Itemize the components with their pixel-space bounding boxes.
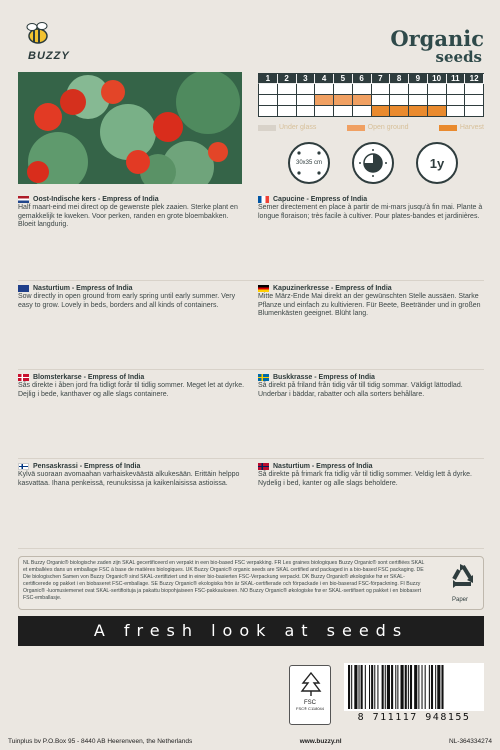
panel-text: Mitte März-Ende Mai direkt an der gewünschten Stelle aussäen. Starke Pflanze und einfach zu kultivieren. Für Beete, Beetränder und in großen Blumenkästen geeignet. Blüht lang. (258, 293, 481, 318)
calendar-month-8: 8 (390, 74, 409, 84)
calendar-cell (372, 84, 391, 95)
fsc-code: FSC® C118044 (296, 706, 324, 711)
calendar-cell (297, 95, 316, 106)
calendar-month-6: 6 (353, 74, 372, 84)
calendar-cell (278, 84, 297, 95)
barcode-bar (371, 665, 373, 709)
uk-flag-icon (18, 285, 29, 292)
barcode-bar (377, 665, 378, 709)
fsc-logo (289, 665, 331, 725)
barcode-bar (410, 665, 412, 709)
sweden-flag-icon (258, 374, 269, 381)
recycle-icon (446, 562, 480, 596)
panel-text: Så direkte på frimark fra tidlig vår til tidlig sommer. Veldig lett å dyrke. Nydelig i bed, kanter og alle slags beholdere. (258, 471, 472, 487)
legend-label: Harvest (459, 124, 484, 131)
spacing-value: 30x35 cm (295, 159, 322, 166)
panel-text: Sow directly in open ground from early spring until early summer. Very easy to grow. Lovely in beds, borders and all kinds of containers. (18, 293, 236, 309)
divider (18, 458, 484, 459)
plant-spacing-icon (288, 142, 330, 184)
calendar-month-3: 3 (297, 74, 316, 84)
barcode-bar (395, 665, 396, 709)
seeds-word: seeds (435, 48, 482, 66)
barcode-bar (437, 665, 440, 709)
calendar-month-9: 9 (409, 74, 428, 84)
calendar-cell (409, 84, 428, 95)
norway-flag-icon (258, 463, 269, 470)
panel-swedish (258, 374, 486, 399)
panel-text: Så direkt på friland från tidig vår till tidig sommar. Väldigt lättodlad. Underbar i bäddar, rabatter och alla sorters behållare. (258, 382, 463, 398)
barcode-bar (418, 665, 419, 709)
organic-word: Organic (390, 26, 484, 51)
panel-text: Kylvä suoraan avomaahan varhaiskeväästä alkukesään. Erittäin helppo kasvattaa. Ihana penkeissä, reunuksissa ja kaikenlaisissa astioissa. (18, 471, 240, 487)
calendar-cell (465, 95, 484, 106)
divider (18, 280, 484, 281)
barcode-bar (348, 665, 350, 709)
calendar-cell (278, 106, 297, 117)
denmark-flag-icon (18, 374, 29, 381)
divider (18, 369, 484, 370)
company-address: Tuinplus bv P.O.Box 95 - 8440 AB Heerenveen, the Netherlands (8, 738, 193, 745)
barcode-bar (351, 665, 352, 709)
calendar-month-7: 7 (372, 74, 391, 84)
barcode-bar (354, 665, 357, 709)
legend-harvest (439, 124, 484, 131)
barcode-bar (414, 665, 417, 709)
panel-english (18, 285, 246, 310)
legend-label: Open ground (367, 124, 409, 131)
nasturtium-photo (18, 72, 242, 184)
panel-title: Nasturtium - Empress of India (273, 463, 373, 470)
calendar-month-11: 11 (447, 74, 466, 84)
calendar-cell (465, 84, 484, 95)
calendar-harvest-row (258, 106, 484, 117)
calendar-cell (390, 84, 409, 95)
calendar-cell (372, 95, 391, 106)
panel-title: Oost-Indische kers - Empress of India (33, 196, 159, 203)
panel-title: Kapuzinerkresse - Empress of India (273, 285, 392, 292)
panel-german (258, 285, 486, 319)
legend-swatch (258, 125, 276, 131)
panel-dutch (18, 196, 246, 230)
barcode-bar (401, 665, 404, 709)
paper-label: Paper (452, 597, 469, 603)
panel-finnish (18, 463, 246, 488)
calendar-cell (315, 95, 334, 106)
calendar-cell (297, 84, 316, 95)
product-code: NL-364334274 (448, 738, 492, 745)
netherlands-flag-icon (18, 196, 29, 203)
calendar-cell (278, 95, 297, 106)
calendar-cell (297, 106, 316, 117)
calendar-cell (428, 95, 447, 106)
panel-title: Capucine - Empress of India (273, 196, 368, 203)
panel-text: Half maart-eind mei direct op de gewenste plek zaaien. Sterke plant en gemakkelijk te kweken. Voor perken, randen en grote bloembakken. Bloeit langdurig. (18, 204, 238, 229)
calendar-month-1: 1 (258, 74, 278, 84)
calendar-month-12: 12 (465, 74, 484, 84)
barcode-bar (425, 665, 426, 709)
calendar-cell (428, 84, 447, 95)
footer-bar (0, 734, 500, 750)
calendar-cell (334, 84, 353, 95)
barcode (344, 663, 484, 711)
calendar-cell (390, 106, 409, 117)
brand-name: BUZZY (28, 50, 70, 62)
calendar-cell (334, 106, 353, 117)
calendar-cell (447, 84, 466, 95)
calendar-cell (372, 106, 391, 117)
finland-flag-icon (18, 463, 29, 470)
panel-title: Blomsterkarse - Empress of India (33, 374, 145, 381)
annual-lifecycle-icon (416, 142, 458, 184)
calendar-cell (447, 106, 466, 117)
calendar-cell (428, 106, 447, 117)
legend-label: Under glass (279, 124, 317, 131)
barcode-bar (441, 665, 443, 709)
barcode-bar (382, 665, 384, 709)
barcode-bar (385, 665, 386, 709)
calendar-cell (353, 84, 372, 95)
organic-certification-note: NL Buzzy Organic® biologische zaden zijn SKAL gecertificeerd en verpakt in een bio-based FSC verpakking. FR Les graines biologiques Buzzy Organic® sont certifiées SKAL et emballées dans un emballage FSC à base de matières biologiques. UK Buzzy Organic® organic seeds are SKAL certified and packaged in a bio-based FSC packaging. DE Die biologischen Samen von Buzzy Organic® sind SKAL-zertifiziert und in einer bio-basierten FSC-Verpackung verpackt. DK Buzzy Organic® økologiske frø er SKAL-certificerede og pakket i en biobaseret FSC-emballage. SE Buzzy Organic® ekologiska frön är SKAL-certifierade och förpackade i en bio-baserad FSC-förpackning. FI Buzzy Organic® -luomusiemenet ovat SKAL-sertifioituja ja pakattu biopohjaiseen FSC-pakkaukseen. NO Buzzy Organic® økologiske frø er SKAL-sertifisert og pakket i en biobasert FSC-emballasje. (18, 556, 484, 610)
legend-open-ground (347, 124, 409, 131)
barcode-bar (387, 665, 390, 709)
barcode-bar (361, 665, 363, 709)
legend-swatch (439, 125, 457, 131)
fsc-tree-icon (299, 671, 323, 697)
calendar-month-4: 4 (315, 74, 334, 84)
barcode-bar (422, 665, 423, 709)
calendar-open-ground-row (258, 95, 484, 106)
lifecycle-value: 1y (429, 155, 445, 171)
sowing-calendar (258, 73, 484, 117)
barcode-bar (397, 665, 398, 709)
calendar-cell (315, 84, 334, 95)
calendar-legend (258, 124, 484, 131)
calendar-cell (258, 95, 278, 106)
full-sun-icon (358, 148, 388, 178)
divider (18, 548, 484, 549)
barcode-bar (435, 665, 436, 709)
panel-text: Semer directement en place à partir de mi-mars jusqu'à fin mai. Plante à longue floraison; très facile à cultiver. Pour plates-bandes et jardinières. (258, 204, 483, 220)
calendar-cell (390, 95, 409, 106)
barcode-bar (365, 665, 366, 709)
calendar-cell (409, 106, 428, 117)
barcode-bar (431, 665, 433, 709)
slogan-banner: A fresh look at seeds (18, 616, 484, 646)
panel-danish (18, 374, 246, 399)
legend-under-glass (258, 124, 316, 131)
sun-icon (352, 142, 394, 184)
calendar-cell (315, 106, 334, 117)
calendar-cell (334, 95, 353, 106)
calendar-month-2: 2 (278, 74, 297, 84)
barcode-number: 8 711117 948155 (357, 712, 471, 723)
calendar-month-10: 10 (428, 74, 447, 84)
calendar-month-5: 5 (334, 74, 353, 84)
fsc-label: FSC (304, 700, 316, 706)
barcode-bar (374, 665, 375, 709)
panel-title: Pensaskrassi - Empress of India (33, 463, 141, 470)
calendar-months-row (258, 73, 484, 84)
calendar-cell (258, 106, 278, 117)
panel-title: Buskkrasse - Empress of India (273, 374, 375, 381)
calendar-cell (353, 106, 372, 117)
organic-seeds-title (390, 28, 484, 64)
barcode-bar (359, 665, 360, 709)
website-link[interactable]: www.buzzy.nl (299, 738, 342, 745)
panel-title: Nasturtium - Empress of India (33, 285, 133, 292)
calendar-cell (258, 84, 278, 95)
calendar-cell (447, 95, 466, 106)
panel-norwegian (258, 463, 486, 488)
barcode-bar (391, 665, 393, 709)
calendar-cell (465, 106, 484, 117)
panel-text: Sås direkte i åben jord fra tidligt forår til tidlig sommer. Meget let at dyrke. Dejlig i bede, kanthaver og alle slags containere. (18, 382, 245, 398)
barcode-bar (369, 665, 370, 709)
barcode-bar (429, 665, 430, 709)
legend-swatch (347, 125, 365, 131)
france-flag-icon (258, 196, 269, 203)
calendar-cell (409, 95, 428, 106)
calendar-cell (353, 95, 372, 106)
barcode-bar (405, 665, 407, 709)
germany-flag-icon (258, 285, 269, 292)
barcode-bar (408, 665, 409, 709)
panel-french (258, 196, 486, 221)
calendar-under-glass-row (258, 84, 484, 95)
